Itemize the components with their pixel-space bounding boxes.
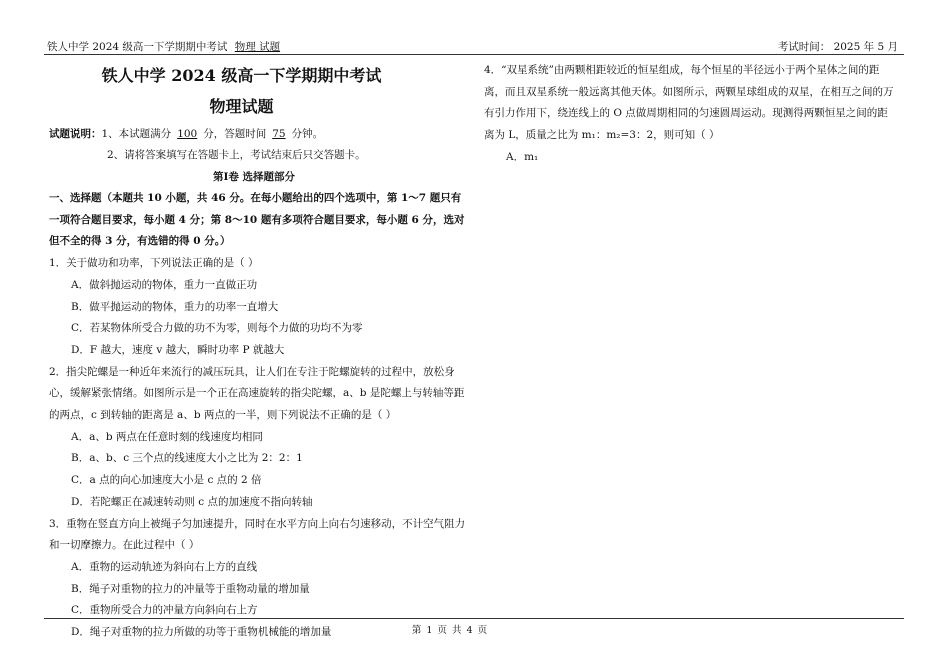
question-stem: 4．“双星系统”由两颗相距较近的恒星组成，每个恒星的半径远小于两个星体之间的距离，而且双星系统一般远离其他天体。如图所示，两颗星球组成的双星，在相互之间的万有引力作用下，绕连线上的 O 点做周期相同的匀速圆周运动。现测得两颗恒星之间的距离为 L，质量之比为 m₁：m₂=3：2，则可知（ ）	[484, 64, 894, 142]
notes-item1-c: 分钟。	[291, 128, 324, 140]
option-a: A．m₁	[506, 150, 539, 163]
option-b: B．做平抛运动的物体，重力的功率一直增大	[71, 300, 279, 313]
option-b: B．a、b、c 三个点的线速度大小之比为 2：2：1	[71, 452, 303, 465]
page-number: 第 1 页 共 4 页	[411, 625, 489, 636]
exam-subtitle: 物理试题	[209, 97, 274, 116]
notes-time: 75	[272, 128, 286, 140]
left-column	[49, 60, 469, 644]
option-d: D．若陀螺正在减速转动则 c 点的加速度不指向转轴	[71, 495, 313, 508]
notes-score: 100	[177, 128, 198, 140]
option-b: B．绳子对重物的拉力的冲量等于重物动量的增加量	[71, 582, 310, 595]
header-rule	[44, 54, 904, 55]
option-d: D．绳子对重物的拉力所做的功等于重物机械能的增加量	[71, 626, 332, 639]
notes-label: 试题说明：	[49, 128, 102, 140]
option-a: A．重物的运动轨迹为斜向右上方的直线	[71, 560, 258, 573]
option-a: A．a、b 两点在任意时刻的线速度均相同	[71, 430, 263, 443]
question-stem: 1．关于做功和功率，下列说法正确的是（ ）	[49, 257, 259, 270]
notes-item2: 2、请将答案填写在答题卡上，考试结束后只交答题卡。	[107, 149, 366, 161]
question-2	[49, 362, 469, 514]
part-intro: 一、选择题（本题共 10 小题，共 46 分。在每小题给出的四个选项中，第 1～7 题只有一项符合题目要求，每小题 4 分；第 8～10 题有多项符合题目要求，每小题 6 分，选对但不全的得 3 分，有选错的得 0 分。）	[49, 192, 465, 248]
question-4	[484, 60, 894, 169]
header-left	[47, 39, 280, 54]
notes-item1-a: 1、本试题满分	[101, 128, 172, 140]
header-subject: 物理 试题	[234, 41, 281, 53]
question-1	[49, 253, 469, 362]
notes-item1-b: 分，答题时间	[203, 128, 267, 140]
header-exam-time: 考试时间： 2025 年 5 月	[777, 41, 898, 53]
section-title: 第Ⅰ卷 选择题部分	[212, 171, 296, 183]
exam-notes	[49, 124, 469, 145]
option-c: C．重物所受合力的冲量方向斜向右上方	[71, 604, 258, 617]
footer-rule	[44, 618, 904, 619]
question-stem: 3．重物在竖直方向上被绳子匀加速提升，同时在水平方向上向右匀速移动，不计空气阻力和一切摩擦力。在此过程中（ ）	[49, 517, 466, 552]
option-c: C．若某物体所受合力做的功不为零，则每个力做的功均不为零	[71, 322, 363, 335]
option-d: D．F 越大，速度 v 越大，瞬时功率 P 就越大	[71, 343, 285, 356]
header-exam-name: 铁人中学 2024 级高一下学期期中考试	[47, 41, 228, 53]
option-c: C．a 点的向心加速度大小是 c 点的 2 倍	[71, 474, 262, 487]
option-a: A．做斜抛运动的物体，重力一直做正功	[71, 278, 258, 291]
right-column	[484, 60, 894, 169]
exam-title: 铁人中学 2024 级高一下学期期中考试	[101, 66, 382, 85]
question-stem: 2．指尖陀螺是一种近年来流行的减压玩具，让人们在专注于陀螺旋转的过程中，放松身心，缓解紧张情绪。如图所示是一个正在高速旋转的指尖陀螺，a、b 是陀螺上与转轴等距的两点，c 到转轴的距离是 a、b 两点的一半，则下列说法不正确的是（ ）	[49, 365, 465, 422]
